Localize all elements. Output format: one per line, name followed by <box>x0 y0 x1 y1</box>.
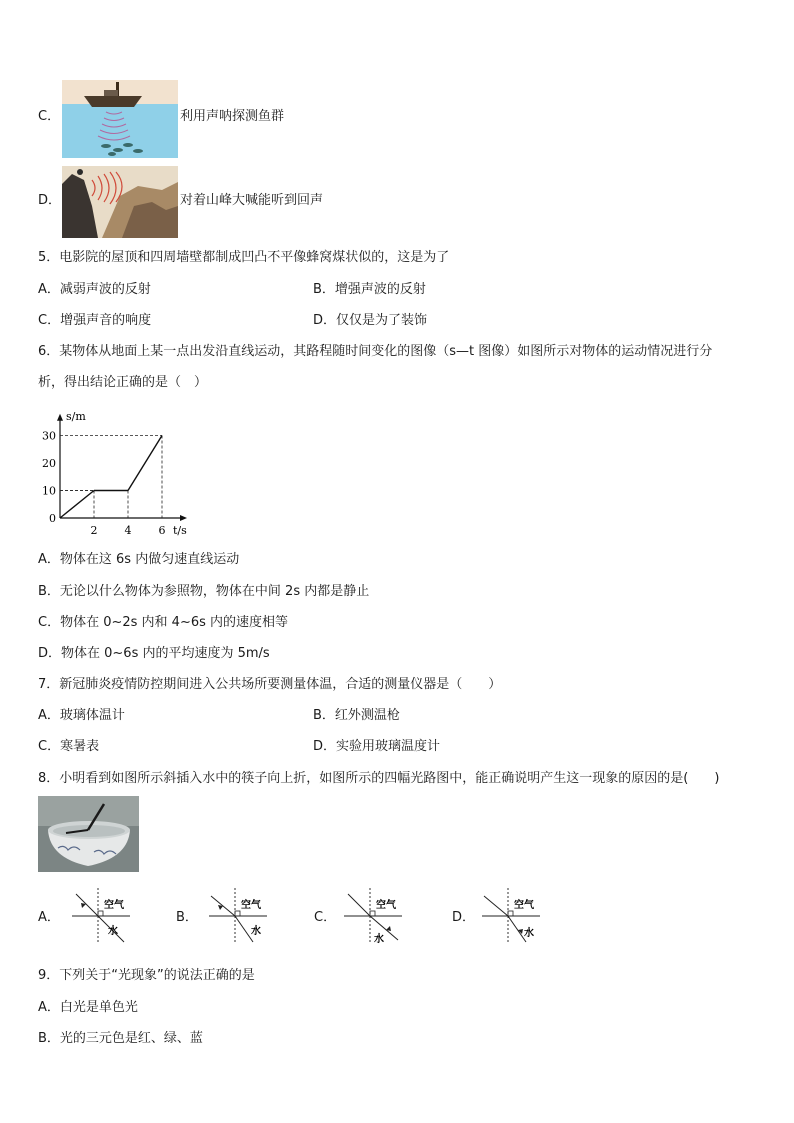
y-tick-label: 20 <box>42 457 56 470</box>
q5-option-b: B．增强声波的反射 <box>313 282 426 297</box>
q8-option-c-label: C． <box>314 910 337 925</box>
light-path-diagram-a <box>68 886 140 946</box>
q6-option-b: B．无论以什么物体为参照物，物体在中间 2s 内都是静止 <box>38 584 370 599</box>
y-axis-arrow <box>57 414 63 421</box>
light-path-diagram-c <box>340 886 412 946</box>
water-label: 水 <box>524 928 534 939</box>
q5-stem: 5．电影院的屋顶和四周墙壁都制成凹凸不平像蜂窝煤状似的，这是为了 <box>38 250 450 265</box>
q5-option-d: D．仅仅是为了装饰 <box>313 313 428 328</box>
water-label: 水 <box>251 926 261 937</box>
q7-option-d: D．实验用玻璃温度计 <box>313 739 441 754</box>
x-axis-label: t/s <box>173 524 187 537</box>
q7-option-c: C．寒暑表 <box>38 739 100 754</box>
q7-option-a: A．玻璃体温计 <box>38 708 125 723</box>
q9-option-a: A．白光是单色光 <box>38 1000 138 1015</box>
air-label: 空气 <box>514 900 534 911</box>
q6-option-d: D．物体在 0~6s 内的平均速度为 5m/s <box>38 646 270 661</box>
x-tick-label: 6 <box>158 524 166 537</box>
q6-stem-line1: 6．某物体从地面上某一点出发沿直线运动，其路程随时间变化的图像（s—t 图像）如图所示对物体的运动情况进行分 <box>38 344 713 359</box>
x-tick-label: 4 <box>124 524 132 537</box>
light-path-diagram-d <box>478 886 550 946</box>
y-tick-label: 30 <box>42 429 56 443</box>
s-t-graph <box>28 400 187 542</box>
chopsticks-bowl-photo <box>38 796 139 872</box>
y-axis-label: s/m <box>66 409 86 423</box>
light-path-diagram-b <box>205 886 277 946</box>
q9-option-b: B．光的三元色是红、绿、蓝 <box>38 1031 203 1046</box>
q7-stem: 7．新冠肺炎疫情防控期间进入公共场所要测量体温，合适的测量仪器是（ ） <box>38 677 502 692</box>
water-label: 水 <box>108 926 118 937</box>
mountain-echo-image <box>62 166 178 238</box>
q7-option-b: B．红外测温枪 <box>313 708 400 723</box>
line-segment <box>128 436 162 491</box>
x-axis-arrow <box>180 515 187 521</box>
y-tick-label: 0 <box>49 512 56 525</box>
q9-stem: 9．下列关于“光现象”的说法正确的是 <box>38 968 255 983</box>
air-label: 空气 <box>104 900 124 911</box>
q8-option-d-label: D． <box>452 910 476 925</box>
option-c-text: 利用声呐探测鱼群 <box>180 109 285 124</box>
q6-stem-line2: 析，得出结论正确的是（ ） <box>38 375 208 390</box>
x-tick-label: 2 <box>90 524 98 537</box>
water-label: 水 <box>374 934 384 945</box>
line-segment <box>60 491 94 519</box>
q6-option-c: C．物体在 0~2s 内和 4~6s 内的速度相等 <box>38 615 289 630</box>
sonar-ship-image <box>62 80 178 158</box>
q6-option-a: A．物体在这 6s 内做匀速直线运动 <box>38 552 240 567</box>
q8-option-a-label: A． <box>38 910 60 925</box>
y-tick-label: 10 <box>42 484 56 498</box>
option-d-text: 对着山峰大喊能听到回声 <box>180 193 324 208</box>
q5-option-a: A．减弱声波的反射 <box>38 282 151 297</box>
option-d-label: D． <box>38 193 62 208</box>
q8-stem: 8．小明看到如图所示斜插入水中的筷子向上折，如图所示的四幅光路图中，能正确说明产生这一现象的原因的是( ) <box>38 771 720 786</box>
option-c-label: C． <box>38 109 61 124</box>
air-label: 空气 <box>241 900 261 911</box>
q8-option-b-label: B． <box>176 910 198 925</box>
q5-option-c: C．增强声音的响度 <box>38 313 152 328</box>
air-label: 空气 <box>376 900 396 911</box>
